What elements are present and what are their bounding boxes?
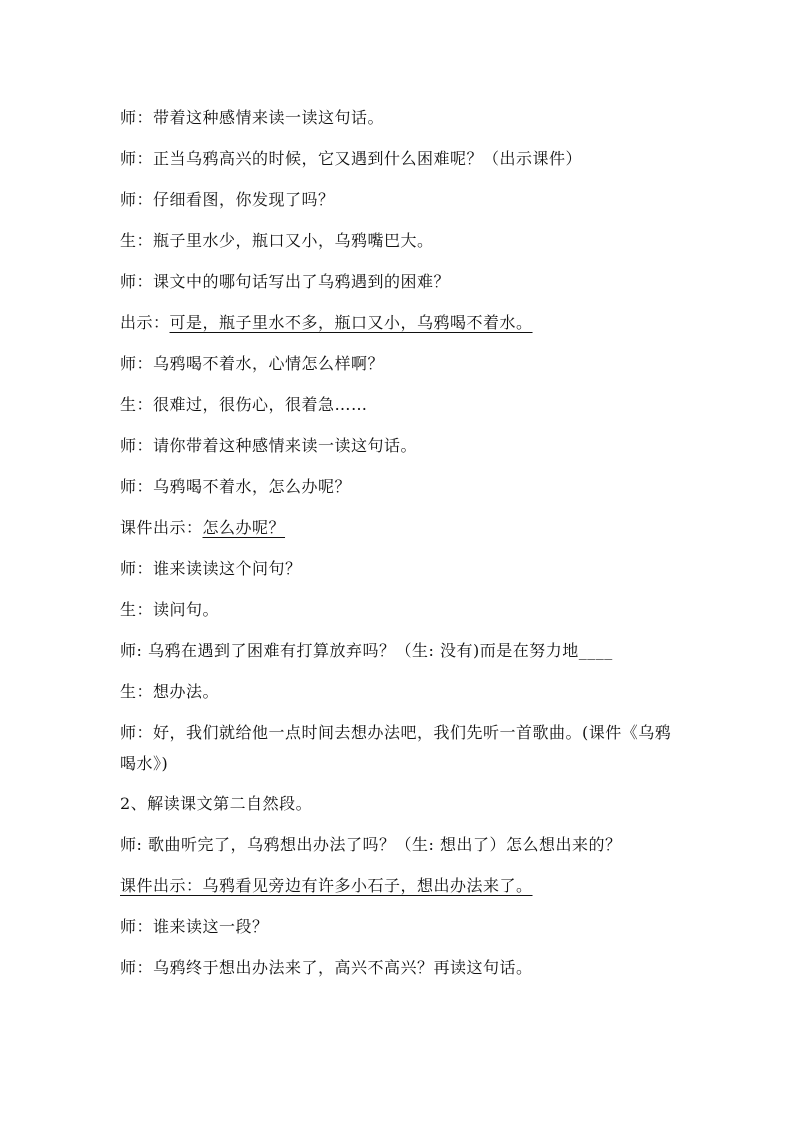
text-line-1: 师：带着这种感情来读一读这句话。: [120, 108, 385, 127]
text-line-21: 师：谁来读这一段？: [120, 917, 269, 936]
show-underlined-text: 可是，瓶子里水不多，瓶口又小，乌鸦喝不着水。: [169, 313, 533, 332]
text-line-7: 师：乌鸦喝不着水，心情怎么样啊？: [120, 354, 385, 373]
text-line-8: 生：很难过，很伤心，很着急……: [120, 395, 368, 414]
text-line-wrapped: 师：好，我们就给他一点时间去想办法吧，我们先听一首歌曲。(课件《乌鸦喝水》): [120, 723, 672, 773]
text-line-15: 生：想办法。: [120, 682, 220, 701]
text-line-13: 生：读问句。: [120, 600, 220, 619]
document-body: [120, 106, 680, 997]
text-line-3: 师：仔细看图，你发现了吗？: [120, 190, 335, 209]
show-line-2: [120, 516, 680, 540]
text-line-18: 2、解读课文第二自然段。: [120, 794, 313, 813]
text-line-2: 师：正当乌鸦高兴的时候，它又遇到什么困难呢？（出示课件）: [120, 149, 583, 168]
show-line-3: [120, 874, 680, 898]
text-line-14: 师: 乌鸦在遇到了困难有打算放弃吗？（生: 没有)而是在努力地____: [120, 641, 613, 660]
text-line-4: 生：瓶子里水少，瓶口又小，乌鸦嘴巴大。: [120, 231, 434, 250]
text-line-19: 师: 歌曲听完了，乌鸦想出办法了吗？（生: 想出了）怎么想出来的？: [120, 835, 622, 854]
show-underlined-text: 怎么办呢？: [202, 518, 286, 537]
text-line-5: 师：课文中的哪句话写出了乌鸦遇到的困难？: [120, 272, 451, 291]
text-line-9: 师：请你带着这种感情来读一读这句话。: [120, 436, 418, 455]
text-line-12: 师：谁来读读这个问句？: [120, 559, 302, 578]
text-line-10: 师：乌鸦喝不着水，怎么办呢？: [120, 477, 352, 496]
show-prefix: 课件出示：: [120, 518, 203, 537]
show-line-1: [120, 311, 680, 335]
show-prefix: 出示：: [120, 313, 170, 332]
show-underlined-text: 课件出示：乌鸦看见旁边有许多小石子，想出办法来了。: [120, 876, 533, 895]
text-line-22: 师：乌鸦终于想出办法来了，高兴不高兴？再读这句话。: [120, 958, 533, 977]
